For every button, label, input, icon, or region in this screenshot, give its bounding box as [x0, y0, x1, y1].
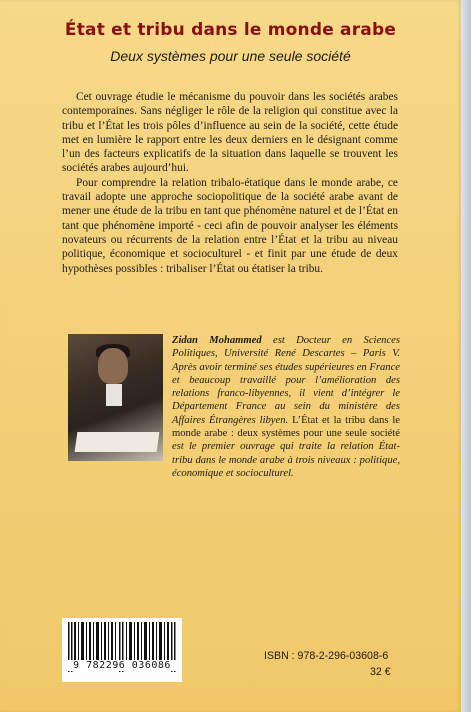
- book-title: État et tribu dans le monde arabe: [64, 20, 397, 40]
- author-face: [98, 348, 128, 384]
- barcode-digits: 9 782296 036086: [62, 660, 182, 671]
- summary-paragraph-1: Cet ouvrage étudie le mécanisme du pouvoir dans les sociétés arabes contemporaines. Sans négliger le rôle de la religion qui constitue avec la tribu et l’État les trois pôles d’influence au sein de la société, cette étude met en lumière le rapport entre les deux derniers en le désignant comme l’un des facteurs explicatifs de la situation dans laquelle se trouvent les sociétés arabes aujourd’hui.: [62, 91, 398, 175]
- author-photo: [68, 334, 163, 461]
- author-bio-part2: L’État et la tribu dans le monde arabe : deux systèmes pour une seule société: [172, 414, 400, 440]
- book-subtitle: Deux systèmes pour une seule société: [110, 48, 351, 64]
- price: 32 €: [370, 666, 391, 678]
- author-bio-part3: est le premier ouvrage qui traite la relation État-tribu dans le monde arabe à trois niveaux : politique, économique et socioculturel.: [172, 441, 400, 479]
- page-edge: [461, 0, 471, 712]
- barcode-icon: [62, 618, 182, 682]
- author-bio: [172, 334, 400, 480]
- summary-paragraph-2: Pour comprendre la relation tribalo-étatique dans le monde arabe, ce travail adopte une approche sociopolitique de la société arabe avant de mener une étude de la tribu en tant que phénomène naturel et de l’État en tant que phénomène importé - ceci afin de pouvoir analyser les éléments novateurs ou récurrents de la relation entre l’État et la tribu au niveau politique, économique et socioculturel - et finit par une étude de deux hypothèses possibles : tribaliser l’État ou étatiser la tribu.: [62, 176, 398, 275]
- author-bio-part1: est Docteur en Sciences Politiques, Université René Descartes – Paris V. Après avoir terminé ses études supérieures en France et beaucoup travaillé pour l’amélioration des relations franco-libyennes, il vient d’intégrer le Département France au sein du ministère des Affaires Étrangères libyen.: [172, 335, 400, 426]
- author-name: Zidan Mohammed: [172, 335, 262, 346]
- author-paper: [75, 432, 160, 452]
- isbn-number: ISBN : 978-2-296-03608-6: [264, 650, 389, 662]
- summary-text: [62, 90, 398, 276]
- author-shirt: [106, 384, 122, 406]
